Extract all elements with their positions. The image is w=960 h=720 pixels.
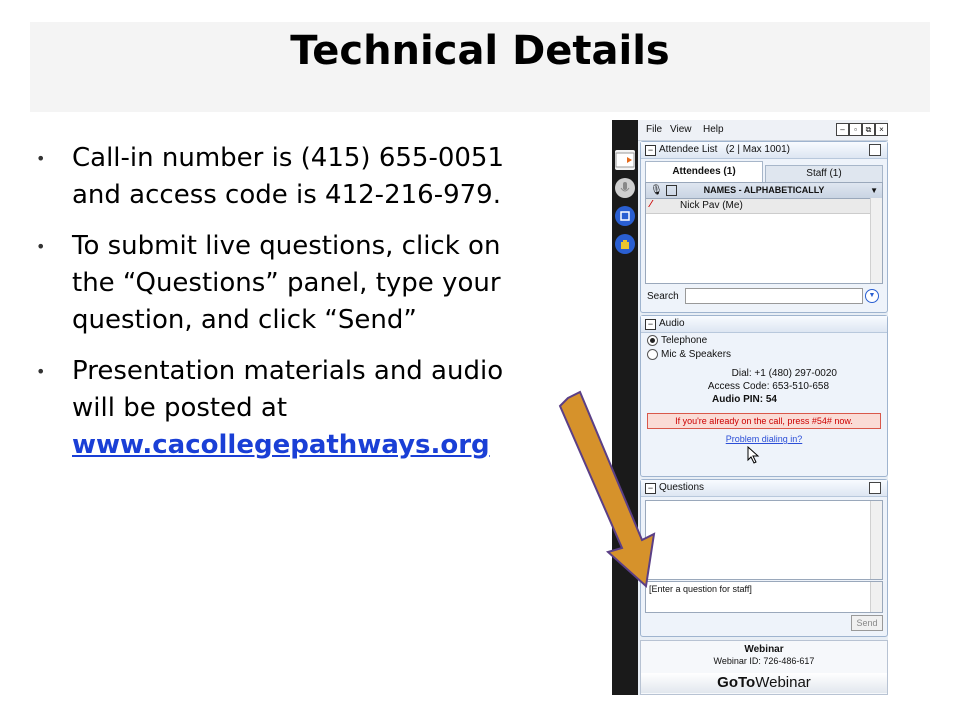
bullet-questions-text: To submit live questions, click on the “Questions” panel, type your question, and click “Send”	[72, 231, 501, 335]
bullet-call-in-text: Call-in number is (415) 655-0051 and access code is 412-216-979.	[72, 143, 505, 210]
search-input[interactable]	[685, 288, 863, 304]
close-button[interactable]: ×	[875, 123, 888, 136]
questions-popout-icon[interactable]	[869, 482, 881, 494]
collapse-audio-button[interactable]: −	[645, 319, 656, 330]
radio-mic-dot[interactable]	[647, 349, 658, 360]
audio-header	[641, 316, 887, 333]
questions-log	[645, 500, 883, 580]
microphone-icon[interactable]	[615, 178, 635, 198]
questions-header	[641, 480, 887, 497]
webinar-title: Webinar	[744, 644, 784, 655]
collapse-questions-button[interactable]: −	[645, 483, 656, 494]
app-area	[638, 120, 888, 695]
question-input[interactable]	[645, 581, 883, 613]
attendee-section	[640, 141, 888, 313]
restore-button[interactable]: ▫	[849, 123, 862, 136]
bullet-questions	[36, 228, 536, 339]
sort-label[interactable]: NAMES - ALPHABETICALLY	[703, 185, 825, 195]
arrow-icon[interactable]	[615, 150, 635, 170]
webinar-footer	[640, 640, 888, 695]
radio-mic-speakers[interactable]	[647, 349, 731, 360]
popout-button[interactable]: ⧉	[862, 123, 875, 136]
muted-mic-icon: ⁄	[650, 199, 652, 210]
access-code: Access Code: 653-510-658	[707, 381, 829, 392]
questions-log-scrollbar[interactable]	[870, 501, 882, 579]
menu-help[interactable]: Help	[703, 124, 724, 135]
collapse-attendee-button[interactable]: −	[645, 145, 656, 156]
menubar	[638, 120, 888, 141]
tab-attendees[interactable]: Attendees (1)	[645, 161, 763, 182]
attendee-count: (2 | Max 1001)	[725, 144, 791, 155]
tab-staff[interactable]: Staff (1)	[765, 165, 883, 182]
attendee-name: Nick Pav (Me)	[680, 200, 743, 211]
slide-title: Technical Details	[290, 28, 670, 74]
minimize-button[interactable]: –	[836, 123, 849, 136]
audio-section	[640, 315, 888, 477]
hand-icon[interactable]	[615, 234, 635, 254]
bullet-call-in	[36, 140, 536, 214]
gotowebinar-logo	[641, 673, 887, 693]
attendee-title	[659, 144, 790, 155]
radio-telephone-dot[interactable]	[647, 335, 658, 346]
logo-webinar: Webinar	[755, 674, 811, 691]
sort-dropdown-icon[interactable]: ▼	[870, 186, 878, 195]
question-input-scrollbar[interactable]	[870, 582, 882, 612]
menu-file[interactable]: File	[646, 124, 663, 135]
attendee-list-header	[646, 183, 882, 199]
send-button[interactable]: Send	[851, 615, 883, 631]
audio-title: Audio	[659, 318, 685, 329]
side-toolbar	[612, 142, 638, 277]
question-input-placeholder: [Enter a question for staff]	[649, 584, 752, 594]
search-label: Search	[647, 291, 679, 302]
search-options-icon[interactable]: ▼	[865, 289, 879, 303]
attendee-header	[641, 142, 887, 159]
bullet-materials-text: Presentation materials and audio will be posted at	[72, 356, 504, 423]
questions-section	[640, 479, 888, 637]
cursor-icon	[747, 446, 761, 464]
bullet-materials	[36, 353, 536, 464]
webinar-id: Webinar ID: 726-486-617	[713, 656, 815, 666]
attendee-row[interactable]	[646, 199, 870, 214]
attendee-scrollbar[interactable]	[870, 198, 882, 283]
attendee-list	[645, 182, 883, 284]
questions-title: Questions	[659, 482, 705, 493]
radio-mic-label: Mic & Speakers	[661, 349, 732, 361]
dial-number: Dial: +1 (480) 297-0020	[731, 368, 837, 379]
audio-pin: Audio PIN: 54	[711, 394, 777, 405]
logo-goto: GoTo	[717, 674, 756, 691]
problem-dialing-link[interactable]: Problem dialing in?	[725, 434, 803, 444]
audio-alert: If you're already on the call, press #54# now.	[647, 413, 881, 429]
mic-column-icon: 🎙	[650, 185, 663, 196]
radio-telephone[interactable]	[647, 335, 707, 346]
website-link[interactable]: www.cacollegepathways.org	[72, 430, 490, 460]
radio-telephone-label: Telephone	[661, 335, 708, 347]
arrow-pointer-icon	[550, 390, 670, 590]
attendee-popout-icon[interactable]	[869, 144, 881, 156]
screen-icon[interactable]	[615, 206, 635, 226]
menu-view[interactable]: View	[670, 124, 692, 135]
bullet-list	[36, 140, 536, 478]
attendee-title-text: Attendee List	[659, 144, 718, 155]
